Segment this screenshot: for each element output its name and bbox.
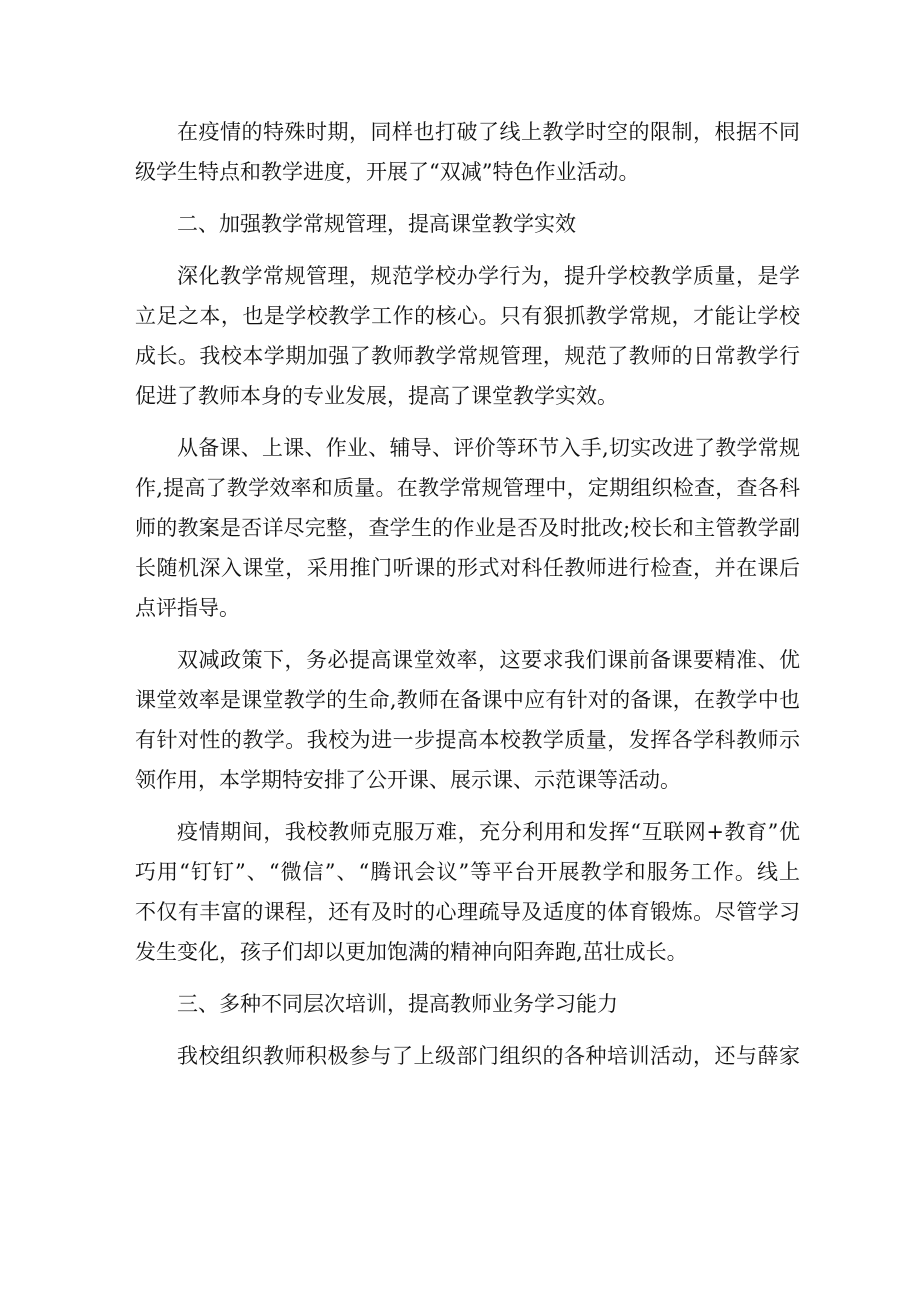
text-line: 点评指导。: [135, 596, 240, 620]
text-line: 师的教案是否详尽完整，查学生的作业是否及时批改;校长和主管教学副: [135, 516, 800, 540]
text-line: 深化教学常规管理，规范学校办学行为，提升学校教学质量，是学: [177, 264, 800, 288]
body-text: [135, 112, 800, 1088]
text-line: 巧用“钉钉”、“微信”、“腾讯会议”等平台开展教学和服务工作。线上: [135, 860, 800, 884]
text-line: 双减政策下，务必提高课堂效率，这要求我们课前备课要精准、优: [177, 648, 800, 672]
text-line: 长随机深入课堂，采用推门听课的形式对科任教师进行检查，并在课后: [135, 556, 800, 580]
text-line: 有针对性的教学。我校为进一步提高本校教学质量，发挥各学科教师示: [135, 728, 800, 752]
section-heading-2: [135, 204, 800, 244]
text-line: 作,提高了教学效率和质量。在教学常规管理中，定期组织检查，查各科: [135, 476, 800, 500]
heading-line: 三、多种不同层次培训，提高教师业务学习能力: [177, 992, 618, 1016]
text-line: 促进了教师本身的专业发展，提高了课堂教学实效。: [135, 384, 618, 408]
paragraph-epidemic-online-teaching: [135, 112, 800, 192]
paragraph-teacher-training: [135, 1036, 800, 1076]
text-line: 从备课、上课、作业、辅导、评价等环节入手,切实改进了教学常规: [177, 436, 800, 460]
text-line: 立足之本，也是学校教学工作的核心。只有狠抓教学常规，才能让学校: [135, 304, 800, 328]
text-line: 疫情期间，我校教师克服万难，充分利用和发挥“互联网+教育”优: [177, 820, 800, 844]
heading-line: 二、加强教学常规管理，提高课堂教学实效: [177, 212, 576, 236]
text-line: 我校组织教师积极参与了上级部门组织的各种培训活动，还与薛家: [177, 1044, 800, 1068]
section-heading-3: [135, 984, 800, 1024]
text-line: 不仅有丰富的课程，还有及时的心理疏导及适度的体育锻炼。尽管学习: [135, 900, 800, 924]
text-line: 在疫情的特殊时期，同样也打破了线上教学时空的限制，根据不同: [177, 120, 800, 144]
text-line: 课堂效率是课堂教学的生命,教师在备课中应有针对的备课，在教学中也: [135, 688, 800, 712]
paragraph-internet-education: [135, 812, 800, 972]
paragraph-teaching-routine: [135, 256, 800, 416]
text-line: 级学生特点和教学进度，开展了“双减”特色作业活动。: [135, 160, 640, 184]
text-line: 成长。我校本学期加强了教师教学常规管理，规范了教师的日常教学行: [135, 344, 800, 368]
text-line: 发生变化，孩子们却以更加饱满的精神向阳奔跑,茁壮成长。: [135, 940, 688, 964]
paragraph-double-reduction: [135, 640, 800, 800]
text-line: 领作用，本学期特安排了公开课、展示课、示范课等活动。: [135, 768, 681, 792]
paragraph-lesson-preparation: [135, 428, 800, 628]
